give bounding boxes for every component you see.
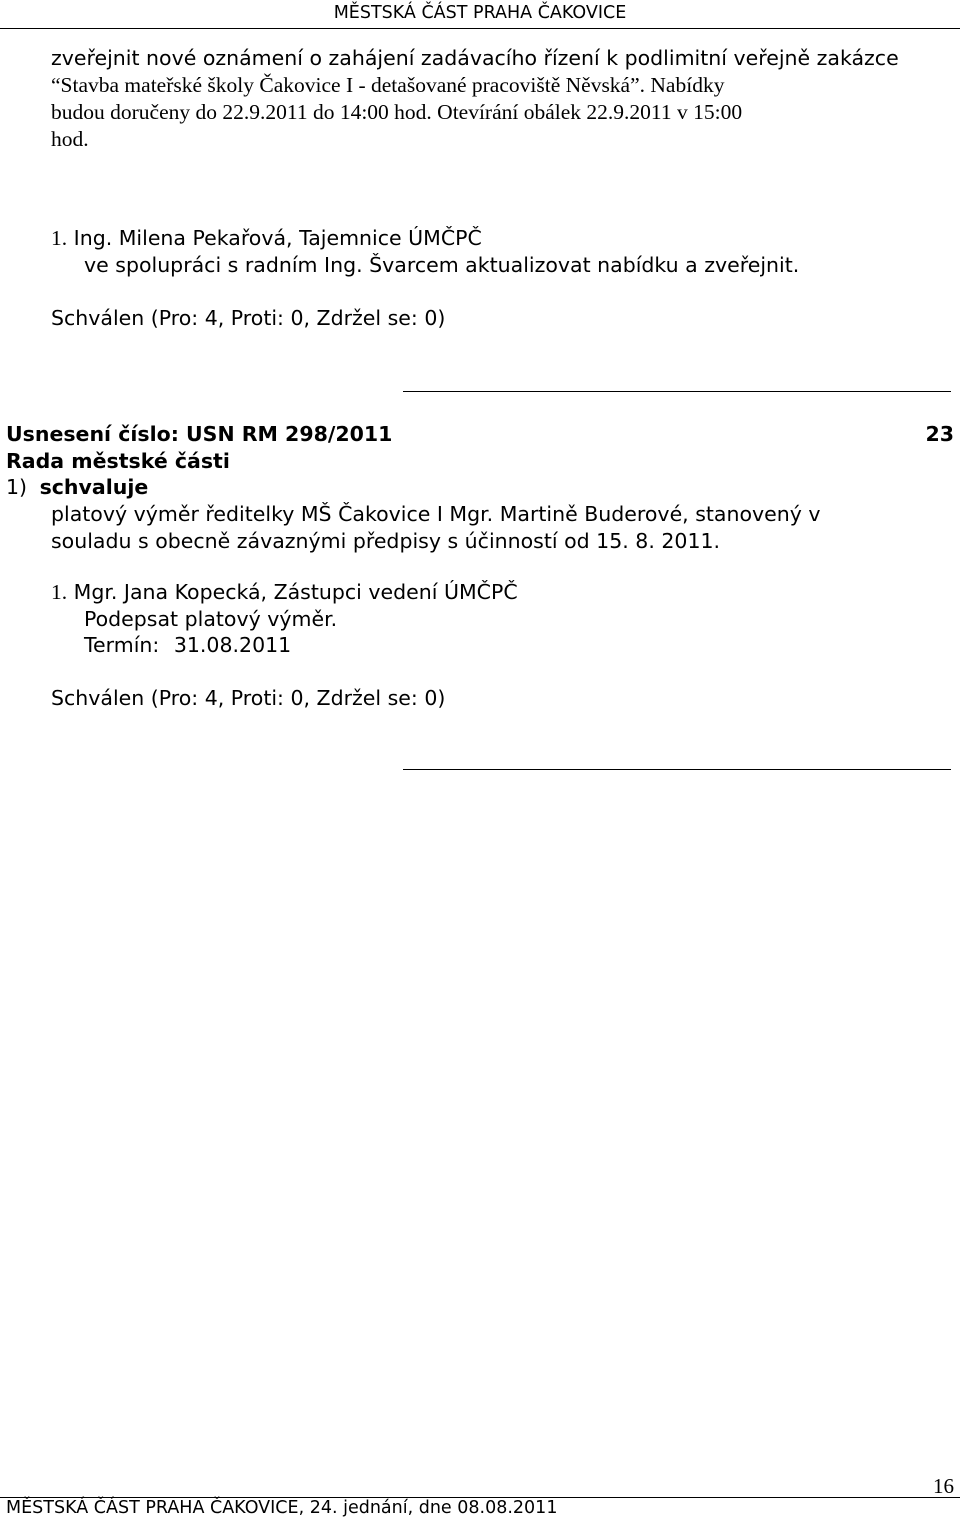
page-number: 16 bbox=[933, 1474, 954, 1498]
resolution-task-number: 1. bbox=[51, 580, 68, 604]
deadline-label: Termín: bbox=[84, 633, 160, 657]
prev-vote-result: Schválen (Pro: 4, Proti: 0, Zdržel se: 0) bbox=[51, 306, 446, 330]
prev-task-heading bbox=[51, 226, 482, 251]
prev-task-number: 1. bbox=[51, 226, 68, 250]
resolution-deadline bbox=[84, 633, 291, 657]
intro-paragraph bbox=[51, 45, 951, 153]
header-divider bbox=[0, 28, 960, 29]
intro-line-2: “Stavba mateřské školy Čakovice I - detašované pracoviště Něvská”. Nabídky bbox=[51, 73, 725, 97]
resolution-item bbox=[6, 475, 148, 499]
resolution-text-line-2: souladu s obecně závaznými předpisy s účinností od 15. 8. 2011. bbox=[51, 529, 721, 553]
intro-line-4: hod. bbox=[51, 127, 89, 151]
resolution-body: Rada městské části bbox=[6, 449, 230, 473]
section-divider bbox=[403, 391, 951, 392]
prev-task-text: ve spolupráci s radním Ing. Švarcem aktualizovat nabídku a zveřejnit. bbox=[84, 253, 800, 277]
resolution-task-heading bbox=[51, 580, 518, 605]
resolution-index: 23 bbox=[925, 422, 954, 446]
page-header: MĚSTSKÁ ČÁST PRAHA ČAKOVICE bbox=[333, 3, 627, 23]
resolution-item-number: 1) bbox=[6, 475, 28, 499]
resolution-text-line-1: platový výměr ředitelky MŠ Čakovice I Mgr. Martině Buderové, stanovený v bbox=[51, 502, 821, 526]
prev-task-person: Ing. Milena Pekařová, Tajemnice ÚMČPČ bbox=[73, 226, 482, 250]
intro-line-3: budou doručeny do 22.9.2011 do 14:00 hod. Otevírání obálek 22.9.2011 v 15:00 bbox=[51, 100, 743, 124]
intro-line-1: zveřejnit nové oznámení o zahájení zadávacího řízení k podlimitní veřejně zakázce bbox=[51, 46, 899, 70]
resolution-task-person: Mgr. Jana Kopecká, Zástupci vedení ÚMČPČ bbox=[73, 580, 518, 604]
resolution-task-text: Podepsat platový výměr. bbox=[84, 607, 338, 631]
section-divider-bottom bbox=[403, 769, 951, 770]
resolution-verb: schvaluje bbox=[39, 475, 149, 499]
resolution-number: Usnesení číslo: USN RM 298/2011 bbox=[6, 422, 393, 446]
resolution-vote-result: Schválen (Pro: 4, Proti: 0, Zdržel se: 0) bbox=[51, 686, 446, 710]
deadline-value: 31.08.2011 bbox=[173, 633, 292, 657]
page-footer: MĚSTSKÁ ČÁST PRAHA ČAKOVICE, 24. jednání, dne 08.08.2011 bbox=[6, 1498, 558, 1518]
